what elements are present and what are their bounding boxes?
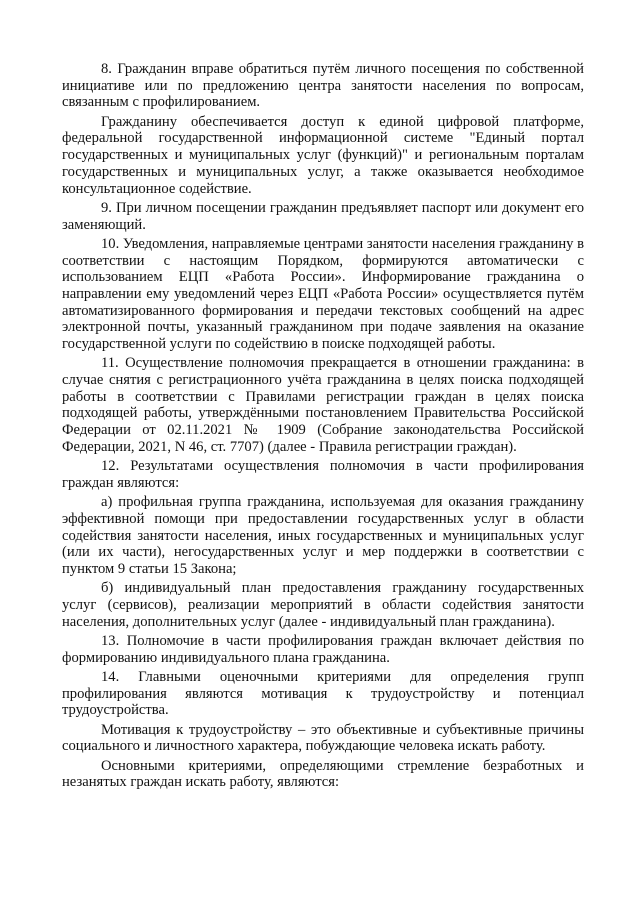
- paragraph-12-a: а) профильная группа гражданина, используемая для оказания гражданину эффективной помощи при предоставлении государственных услуг в области содействия занятости населения, иных государственных и муниципальных услуг (или их части), негосударственных услуг и мер поддержки в соответствии с пунктом 9 статьи 15 Закона;: [62, 494, 584, 577]
- paragraph-11: 11. Осуществление полномочия прекращается в отношении гражданина: в случае снятия с регистрационного учёта гражданина в целях поиска подходящей работы в соответствии с Правилами регистрации граждан в целях поиска подходящей работы, утверждёнными постановлением Правительства Российской Федерации от 02.11.2021 № 1909 (Собрание законодательства Российской Федерации, 2021, N 46, ст. 7707) (далее - Правила регистрации граждан).: [62, 355, 584, 455]
- paragraph-10: 10. Уведомления, направляемые центрами занятости населения гражданину в соответствии с настоящим Порядком, формируются автоматически с использованием ЕЦП «Работа России». Информирование гражданина о направлении ему уведомлений через ЕЦП «Работа России» осуществляется путём автоматизированного формирования и передачи текстовых сообщений на адрес электронной почты, указанный гражданином при подаче заявления на оказание государственной услуги по содействию в поиске подходящей работы.: [62, 235, 584, 353]
- paragraph-access-platform: Гражданину обеспечивается доступ к единой цифровой платформе, федеральной государственной информационной системе "Единый портал государственных и муниципальных услуг (функций)" и региональным порталам государственных и муниципальных услуг, а также оказывается необходимое консультационное содействие.: [62, 113, 584, 197]
- paragraph-8: 8. Гражданин вправе обратиться путём личного посещения по собственной инициативе или по предложению центра занятости населения по вопросам, связанным с профилированием.: [62, 61, 584, 111]
- paragraph-12-b: б) индивидуальный план предоставления гражданину государственных услуг (сервисов), реализации мероприятий в области содействия занятости населения, дополнительных услуг (далее - индивидуальный план гражданина).: [62, 580, 584, 630]
- paragraph-12: 12. Результатами осуществления полномочия в части профилирования граждан являются:: [62, 458, 584, 491]
- paragraph-motivation: Мотивация к трудоустройству – это объективные и субъективные причины социального и личностного характера, побуждающие человека искать работу.: [62, 721, 584, 755]
- paragraph-9: 9. При личном посещении гражданин предъявляет паспорт или документ его заменяющий.: [62, 199, 584, 233]
- paragraph-14: 14. Главными оценочными критериями для определения групп профилирования являются мотивация к трудоустройству и потенциал трудоустройства.: [62, 668, 584, 719]
- paragraph-13: 13. Полномочие в части профилирования граждан включает действия по формированию индивидуального плана гражданина.: [62, 632, 584, 666]
- paragraph-criteria: Основными критериями, определяющими стремление безработных и незанятых граждан искать работу, являются:: [62, 757, 584, 791]
- document-page: [62, 61, 584, 794]
